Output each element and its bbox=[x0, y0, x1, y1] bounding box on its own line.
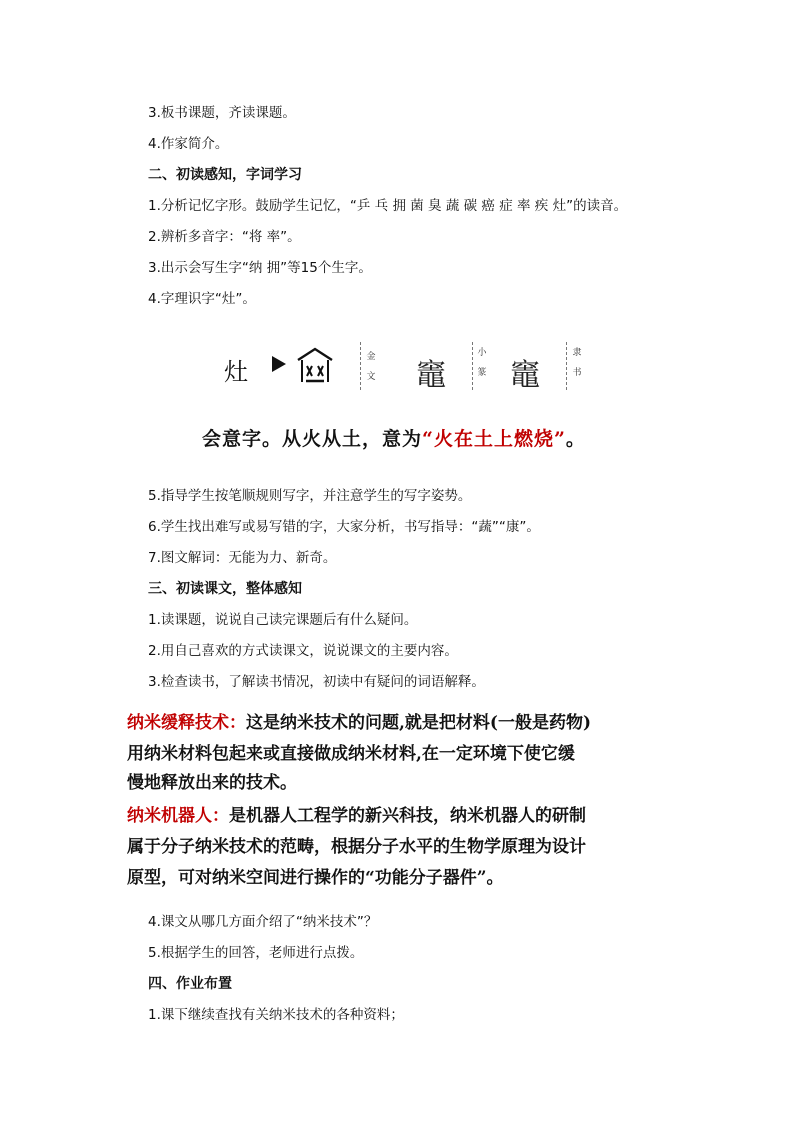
definition-line: 用纳米材料包起来或直接做成纳米材料,在一定环境下使它缓 bbox=[127, 744, 575, 764]
list-item: 4.作家简介。 bbox=[148, 136, 229, 152]
caption-text: 会意字。从火从土，意为 bbox=[202, 428, 423, 450]
definition-line bbox=[127, 805, 586, 827]
definition-term: 纳米缓释技术： bbox=[127, 713, 246, 733]
list-item: 6.学生找出难写或易写错的字，大家分析，书写指导：“蔬”“康”。 bbox=[148, 519, 540, 535]
list-item: 4.课文从哪几方面介绍了“纳米技术”？ bbox=[148, 914, 378, 930]
list-item: 5.根据学生的回答，老师进行点拨。 bbox=[148, 945, 364, 961]
divider bbox=[360, 342, 361, 390]
script-label: 隶 bbox=[572, 348, 582, 358]
list-item: 3.出示会写生字“纳 拥”等15个生字。 bbox=[148, 260, 372, 276]
definition-line: 属于分子纳米技术的范畴，根据分子水平的生物学原理为设计 bbox=[127, 837, 586, 857]
definition-line bbox=[127, 712, 591, 734]
script-label: 小 bbox=[477, 348, 487, 358]
definition-text: 是机器人工程学的新兴科技，纳米机器人的研制 bbox=[229, 806, 586, 826]
definition-term: 纳米机器人： bbox=[127, 806, 229, 826]
list-item: 1.课下继续查找有关纳米技术的各种资料； bbox=[148, 1007, 404, 1023]
list-item: 1.分析记忆字形。鼓励学生记忆，“乒 乓 拥 菌 臭 蔬 碳 癌 症 率 疾 灶”的读音。 bbox=[148, 198, 628, 214]
script-label: 篆 bbox=[477, 368, 487, 378]
script-label: 文 bbox=[366, 372, 376, 382]
list-item: 2.用自己喜欢的方式读课文，说说课文的主要内容。 bbox=[148, 643, 458, 659]
list-item: 5.指导学生按笔顺规则写字，并注意学生的写字姿势。 bbox=[148, 488, 472, 504]
list-item: 3.板书课题，齐读课题。 bbox=[148, 105, 296, 121]
arrow-right-icon bbox=[272, 356, 286, 372]
caption-text: 。 bbox=[565, 428, 586, 450]
list-item: 1.读课题，说说自己读完课题后有什么疑问。 bbox=[148, 612, 418, 628]
character-evolution-figure bbox=[220, 332, 600, 402]
character-caption bbox=[202, 424, 586, 451]
list-item: 7.图文解词：无能为力、新奇。 bbox=[148, 550, 337, 566]
list-item: 2.辨析多音字：“将 率”。 bbox=[148, 229, 301, 245]
section-heading: 二、初读感知，字词学习 bbox=[148, 167, 302, 183]
seal-script-glyph: 竈 bbox=[416, 358, 446, 393]
script-label: 金 bbox=[366, 352, 376, 362]
bronze-script-glyph-icon bbox=[294, 346, 336, 386]
caption-highlight: “火在土上燃烧” bbox=[422, 428, 566, 450]
section-heading: 四、作业布置 bbox=[148, 976, 232, 992]
list-item: 3.检查读书，了解读书情况，初读中有疑问的词语解释。 bbox=[148, 674, 485, 690]
definition-line: 原型，可对纳米空间进行操作的“功能分子器件”。 bbox=[127, 868, 504, 888]
definition-text: 这是纳米技术的问题,就是把材料(一般是药物) bbox=[246, 713, 592, 733]
clerical-script-glyph: 竈 bbox=[510, 358, 540, 393]
definition-line: 慢地释放出来的技术。 bbox=[127, 773, 297, 793]
modern-character: 灶 bbox=[224, 358, 248, 386]
section-heading: 三、初读课文，整体感知 bbox=[148, 581, 302, 597]
divider bbox=[566, 342, 567, 390]
script-label: 书 bbox=[572, 368, 582, 378]
divider bbox=[472, 342, 473, 390]
list-item: 4.字理识字“灶”。 bbox=[148, 291, 256, 307]
